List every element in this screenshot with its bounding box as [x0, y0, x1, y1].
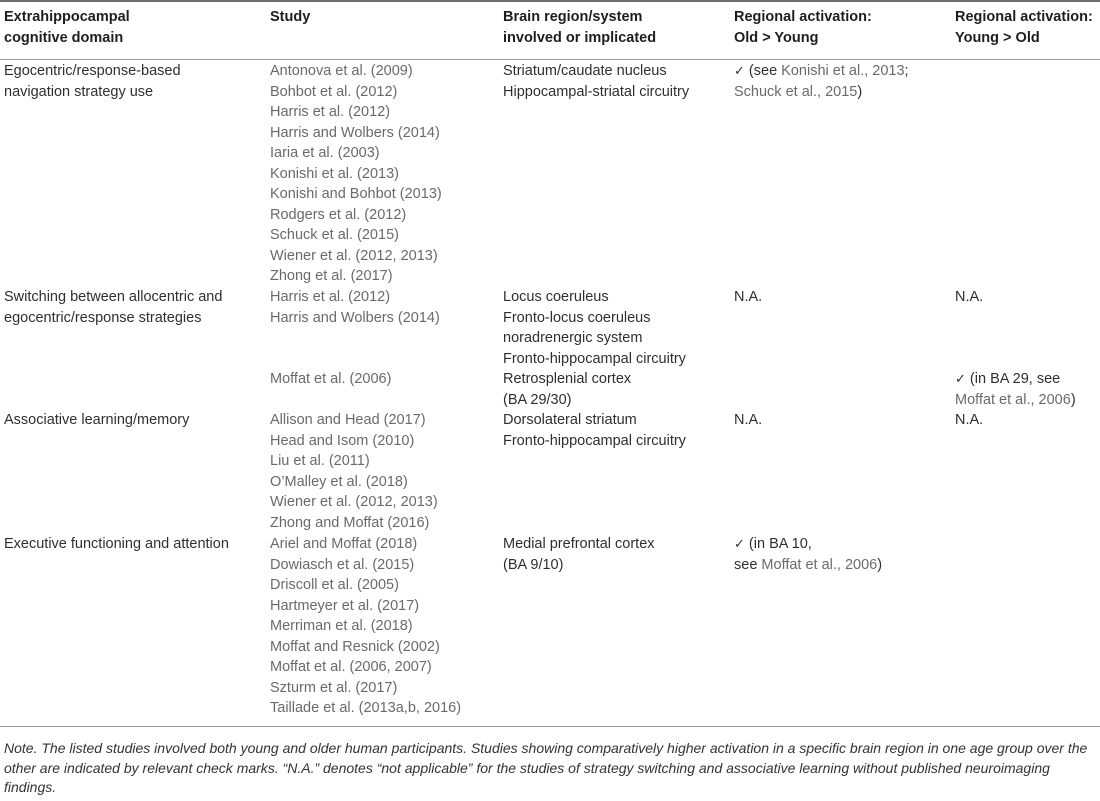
study-item: Schuck et al. (2015): [270, 227, 399, 243]
region-item: noradrenergic system: [503, 330, 643, 346]
study-item: Antonova et al. (2009): [270, 63, 413, 79]
table-header-rule: [0, 59, 1100, 60]
region-item: Hippocampal-striatal circuitry: [503, 83, 690, 100]
young-old-na: N.A.: [955, 289, 984, 305]
study-item: Harris and Wolbers (2014): [270, 309, 440, 326]
study-item: Moffat et al. (2006, 2007): [270, 659, 432, 675]
study-item: Rodgers et al. (2012): [270, 206, 407, 223]
region-item: Fronto-locus coeruleus: [503, 309, 651, 326]
study-item: Bohbot et al. (2012): [270, 83, 398, 100]
region-item: Dorsolateral striatum: [503, 412, 637, 428]
row2-domain-line1: Switching between allocentric and: [4, 289, 223, 305]
study-item: Liu et al. (2011): [270, 453, 370, 469]
row1-domain-line2: navigation strategy use: [4, 83, 154, 100]
check-mark-icon: ✓: [734, 64, 745, 79]
study-item: O’Malley et al. (2018): [270, 473, 408, 490]
citation-link[interactable]: Moffat et al., 2006: [761, 556, 878, 573]
study-item: Harris and Wolbers (2014): [270, 124, 440, 141]
study-item: Allison and Head (2017): [270, 412, 426, 428]
header-domain: Extrahippocampal cognitive domain: [4, 9, 130, 46]
study-item: Harris et al. (2012): [270, 289, 391, 305]
citation-link[interactable]: Schuck et al., 2015: [734, 83, 858, 100]
study-item: Zhong et al. (2017): [270, 268, 393, 284]
region-item: Fronto-hippocampal circuitry: [503, 432, 686, 449]
header-study: Study: [270, 9, 311, 25]
check-mark-icon: ✓: [955, 372, 966, 387]
region-item: Medial prefrontal cortex: [503, 536, 655, 552]
study-item: Konishi and Bohbot (2013): [270, 186, 442, 202]
header-young-old: Regional activation: Young > Old: [955, 9, 1093, 46]
study-item: Szturm et al. (2017): [270, 679, 398, 696]
region-item: Retrosplenial cortex: [503, 371, 632, 387]
table-top-rule: [0, 0, 1100, 2]
young-old-cell-line2: Moffat et al., 2006): [955, 391, 1076, 408]
header-old-young: Regional activation: Old > Young: [734, 9, 872, 46]
young-old-cell-line1: ✓ (in BA 29, see: [955, 371, 1061, 387]
region-item: Fronto-hippocampal circuitry: [503, 350, 686, 367]
study-item: Moffat et al. (2006): [270, 371, 392, 387]
header-region: Brain region/system involved or implicated: [503, 9, 657, 46]
study-item: Taillade et al. (2013a,b, 2016): [270, 700, 462, 716]
row3-domain-line1: Associative learning/memory: [4, 412, 190, 428]
region-item: Locus coeruleus: [503, 289, 609, 305]
young-old-na: N.A.: [955, 412, 984, 428]
study-item: Dowiasch et al. (2015): [270, 556, 415, 573]
check-mark-icon: ✓: [734, 537, 745, 552]
study-item: Merriman et al. (2018): [270, 618, 413, 634]
table-footnote: Note. The listed studies involved both young and older human participants. Studies showing comparatively higher activation in a specific brain region in one age group over the other are indicated by relevant check marks. “N.A.” denotes “not applicable” for the studies of strategy switching and associative learning without published neuroimaging findings.: [4, 740, 1088, 795]
old-young-cell-line1: ✓ (in BA 10,: [734, 536, 812, 552]
study-item: Iaria et al. (2003): [270, 145, 380, 161]
region-item: Striatum/caudate nucleus: [503, 63, 667, 79]
study-item: Head and Isom (2010): [270, 432, 415, 449]
study-item: Hartmeyer et al. (2017): [270, 597, 420, 614]
study-item: Ariel and Moffat (2018): [270, 536, 418, 552]
study-item: Wiener et al. (2012, 2013): [270, 494, 438, 510]
row1-domain-line1: Egocentric/response-based: [4, 63, 181, 79]
region-item: (BA 29/30): [503, 391, 572, 408]
study-item: Wiener et al. (2012, 2013): [270, 247, 438, 264]
citation-link[interactable]: Konishi et al., 2013: [781, 63, 905, 79]
region-item: (BA 9/10): [503, 556, 564, 573]
study-item: Harris et al. (2012): [270, 104, 391, 120]
old-young-cell-line1: ✓ (see Konishi et al., 2013;: [734, 63, 909, 79]
row2-domain-line2: egocentric/response strategies: [4, 309, 202, 326]
row4-domain-line1: Executive functioning and attention: [4, 536, 229, 552]
old-young-cell-line2: see Moffat et al., 2006): [734, 556, 883, 573]
old-young-na: N.A.: [734, 412, 763, 428]
study-item: Moffat and Resnick (2002): [270, 638, 440, 655]
table-bottom-rule: [0, 726, 1100, 727]
study-item: Driscoll et al. (2005): [270, 577, 399, 593]
old-young-na: N.A.: [734, 289, 763, 305]
citation-link[interactable]: Moffat et al., 2006: [955, 391, 1071, 408]
study-item: Konishi et al. (2013): [270, 165, 399, 182]
old-young-cell-line2: Schuck et al., 2015): [734, 83, 863, 100]
study-item: Zhong and Moffat (2016): [270, 514, 430, 531]
